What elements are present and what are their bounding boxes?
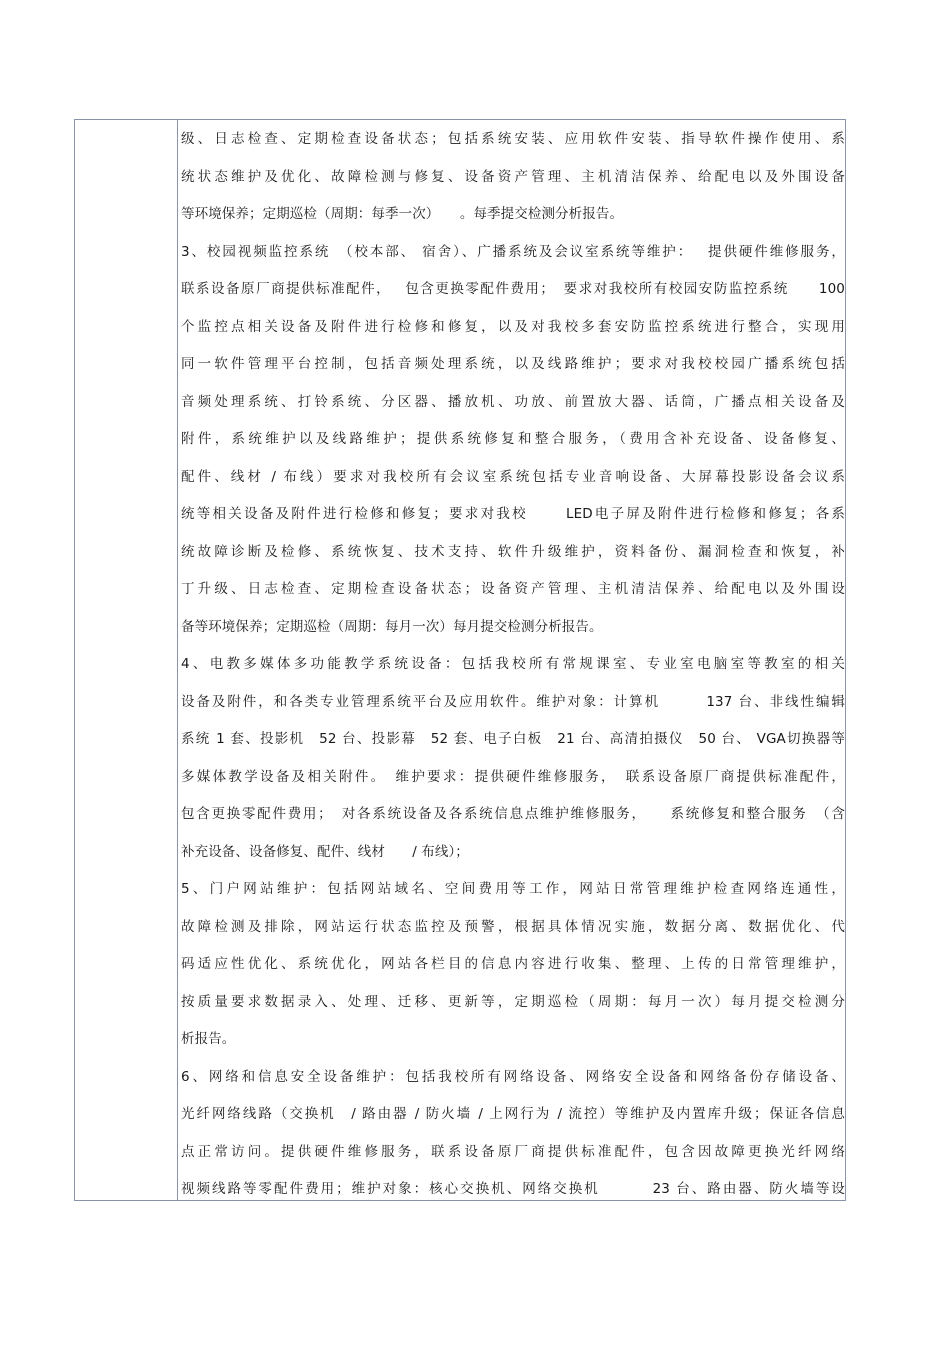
text-line: 附件，系统维护以及线路维护；提供系统修复和整合服务，（费用含补充设备、设备修复、	[181, 431, 845, 447]
text-line: 同一软件管理平台控制，包括音频处理系统，以及线路维护；要求对我校校园广播系统包括	[181, 356, 845, 372]
text-line: 丁升级、日志检查、定期检查设备状态；设备资产管理、主机清洁保养、给配电以及外围设	[181, 581, 845, 597]
text-line: 包含更换零配件费用； 对各系统设备及各系统信息点维护维修服务， 系统修复和整合服务 （含	[181, 806, 845, 822]
text-line: 点正常访问。提供硬件维修服务，联系设备原厂商提供标准配件，包含因故障更换光纤网络	[181, 1143, 845, 1160]
text-line: 6、网络和信息安全设备维护：包括我校所有网络设备、网络安全设备和网络备份存储设备、	[181, 1068, 845, 1085]
text-line: 码适应性优化、系统优化，网站各栏目的信息内容进行收集、整理、上传的日常管理维护，	[181, 956, 845, 972]
text-line: 视频线路等零配件费用；维护对象：核心交换机、网络交换机 23 台、路由器、防火墙等设	[181, 1181, 845, 1197]
text-line: 联系设备原厂商提供标准配件， 包含更换零配件费用； 要求对我校所有校园安防监控系统 100	[181, 281, 845, 297]
text-line: 按质量要求数据录入、处理、迁移、更新等，定期巡检（周期：每月一次）每月提交检测分	[181, 993, 845, 1010]
text-line: 析报告。	[181, 1031, 236, 1047]
text-line: 设备及附件，和各类专业管理系统平台及应用软件。维护对象：计算机 137 台、非线性编辑	[181, 693, 845, 710]
text-line: 音频处理系统、打铃系统、分区器、播放机、功放、前置放大器、话筒，广播点相关设备及	[181, 393, 845, 410]
text-line: 配件、线材 / 布线）要求对我校所有会议室系统包括专业音响设备、大屏幕投影设备会议系	[181, 468, 845, 485]
text-line: 5、门户网站维护：包括网站域名、空间费用等工作，网站日常管理维护检查网络连通性，	[181, 881, 845, 897]
text-line: 统等相关设备及附件进行检修和修复；要求对我校 LED电子屏及附件进行检修和修复；各系	[181, 506, 845, 522]
text-line: 个监控点相关设备及附件进行检修和修复，以及对我校多套安防监控系统进行整合，实现用	[181, 318, 845, 335]
text-line: 等环境保养；定期巡检（周期：每季一次） 。每季提交检测分析报告。	[181, 206, 624, 222]
text-line: 4、电教多媒体多功能教学系统设备：包括我校所有常规课室、专业室电脑室等教室的相关	[181, 656, 845, 672]
text-line: 光纤网络线路（交换机 / 路由器 / 防火墙 / 上网行为 / 流控）等维护及内置库升级；保证各信息	[181, 1106, 845, 1122]
text-line: 级、日志检查、定期检查设备状态；包括系统安装、应用软件安装、指导软件操作使用、系	[181, 131, 845, 147]
text-line: 补充设备、设备修复、配件、线材 / 布线）；	[181, 843, 469, 860]
table-content-column	[178, 120, 845, 1200]
content-table	[74, 119, 846, 1201]
text-line: 统故障诊断及检修、系统恢复、技术支持、软件升级维护，资料备份、漏洞检查和恢复，补	[181, 543, 845, 560]
text-line: 系统 1 套、投影机 52 台、投影幕 52 套、电子白板 21 台、高清拍摄仪 50 台、 VGA切换器等	[181, 731, 845, 747]
text-block	[181, 124, 845, 1212]
text-line: 3、校园视频监控系统 （校本部、 宿舍）、广播系统及会议室系统等维护： 提供硬件维修服务，	[181, 243, 845, 260]
text-line: 备等环境保养；定期巡检（周期：每月一次）每月提交检测分析报告。	[181, 618, 603, 635]
text-line: 统状态维护及优化、故障检测与修复、设备资产管理、主机清洁保养、给配电以及外围设备	[181, 168, 845, 185]
text-line: 故障检测及排除，网站运行状态监控及预警，根据具体情况实施，数据分离、数据优化、代	[181, 918, 845, 935]
table-label-column	[75, 120, 178, 1200]
text-line: 多媒体教学设备及相关附件。 维护要求：提供硬件维修服务， 联系设备原厂商提供标准配件，	[181, 768, 845, 785]
